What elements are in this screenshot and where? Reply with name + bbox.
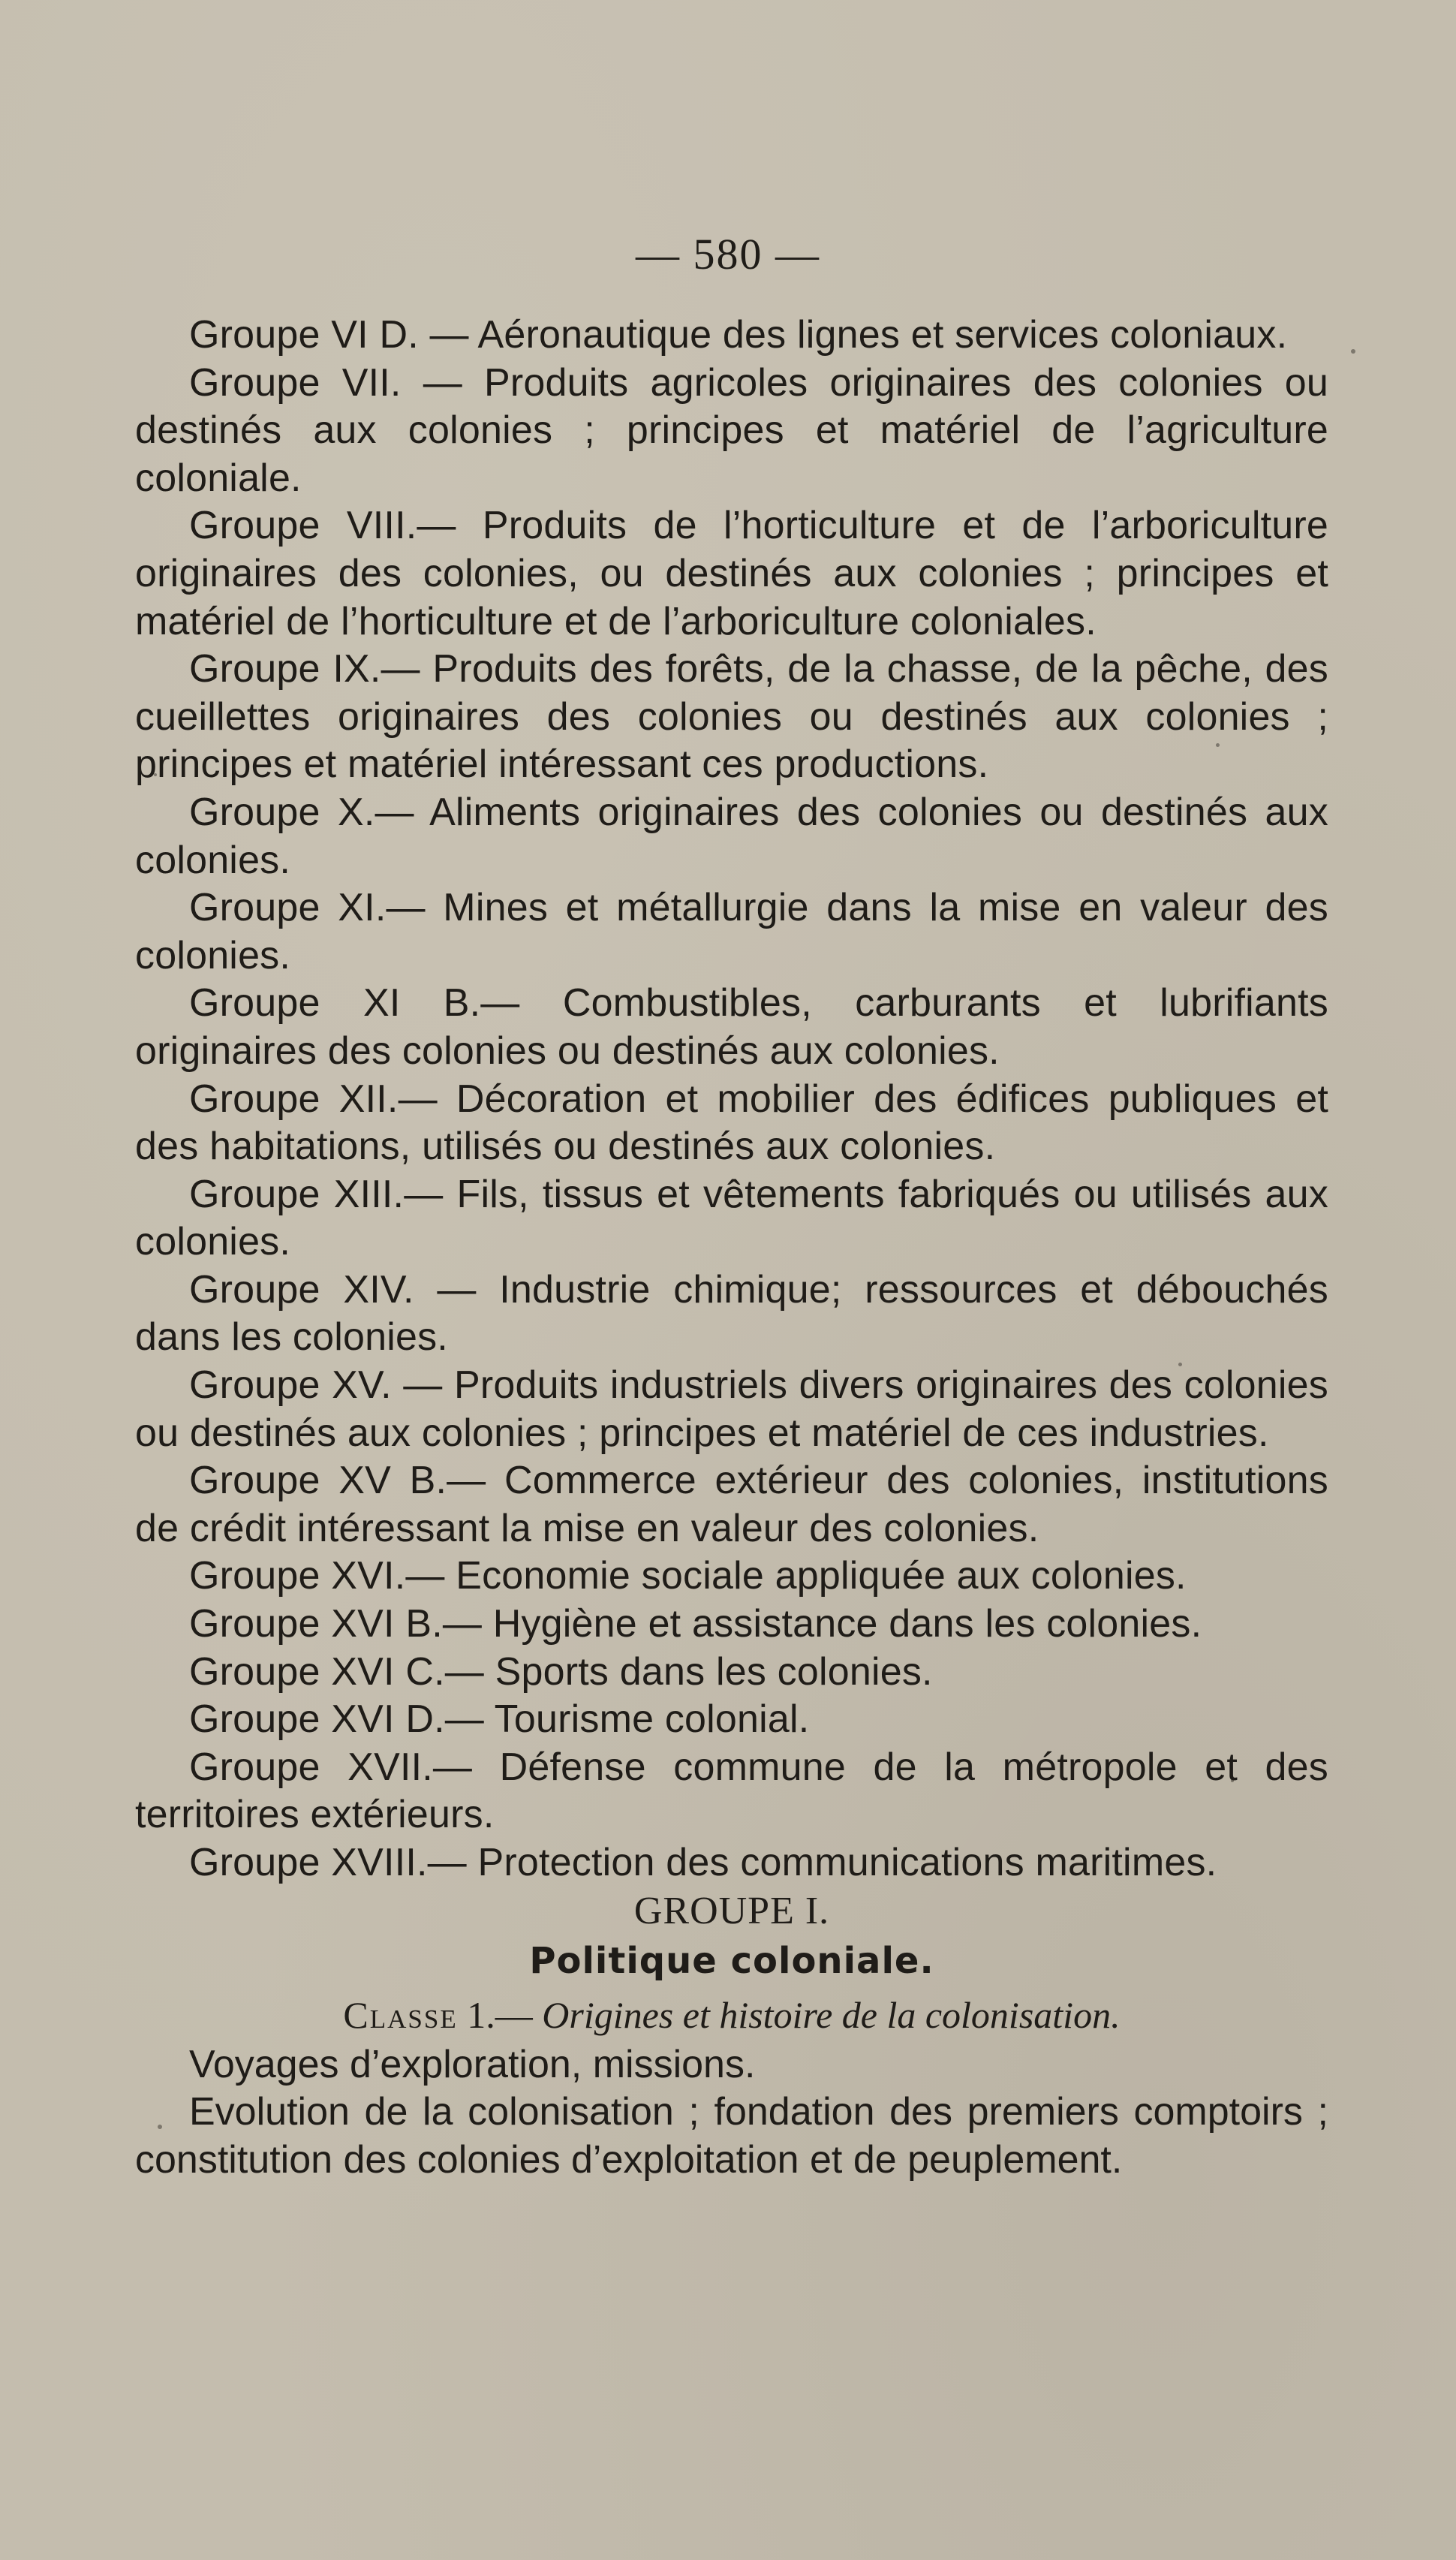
paragraph-voyages: Voyages d’exploration, missions. xyxy=(189,2042,756,2086)
paper-speck xyxy=(1216,743,1220,747)
group-entry-xi: Groupe XI.— Mines et métallurgie dans la mise en valeur des colonies. xyxy=(135,886,1328,977)
paragraph-evolution: Evolution de la colonisation ; fondation des premiers comptoirs ; constitution des colonies d’exploitation et de peuplement. xyxy=(135,2090,1328,2182)
paper-speck xyxy=(1351,349,1355,354)
group-entry-vi-d: Groupe VI D. — Aéronautique des lignes et services coloniaux. xyxy=(189,313,1288,357)
classe-title: Origines et histoire de la colonisation. xyxy=(542,1994,1121,2037)
group-entry-x: Groupe X.— Aliments originaires des colonies ou destinés aux colonies. xyxy=(135,790,1328,882)
section-group-heading: GROUPE I. xyxy=(633,1889,830,1932)
group-entry-xviii: Groupe XVIII.— Protection des communications maritimes. xyxy=(189,1841,1217,1884)
page-number: — 580 — xyxy=(636,230,820,279)
group-entry-ix: Groupe IX.— Produits des forêts, de la chasse, de la pêche, des cueillettes originaires des colonies ou destinés aux colonies ; principes et matériel intéressant ces productions. xyxy=(135,647,1328,787)
group-entry-xvi-c: Groupe XVI C.— Sports dans les colonies. xyxy=(189,1649,933,1694)
group-entry-xvi-b: Groupe XVI B.— Hygiène et assistance dans les colonies. xyxy=(189,1602,1202,1646)
group-entry-viii: Groupe VIII.— Produits de l’horticulture et de l’arboriculture originaires des colonies, ou destinés aux colonies ; principes et matériel de l’horticulture et de l’arboriculture coloniales. xyxy=(135,504,1328,643)
group-entry-xvi: Groupe XVI.— Economie sociale appliquée aux colonies. xyxy=(189,1554,1187,1598)
group-entry-vii: Groupe VII. — Produits agricoles originaires des colonies ou destinés aux colonies ; principes et matériel de l’agriculture coloniale. xyxy=(135,360,1328,500)
section-group-title: Politique coloniale. xyxy=(529,1940,934,1983)
group-entry-xv: Groupe XV. — Produits industriels divers originaires des colonies ou destinés aux colonies ; principes et matériel de ces industries. xyxy=(135,1363,1328,1455)
paper-speck xyxy=(1231,1779,1234,1782)
group-entry-xii: Groupe XII.— Décoration et mobilier des édifices publiques et des habitations, utilisés ou destinés aux colonies. xyxy=(135,1077,1328,1169)
group-entry-xiii: Groupe XIII.— Fils, tissus et vêtements fabriqués ou utilisés aux colonies. xyxy=(135,1172,1328,1264)
group-entry-xv-b: Groupe XV B.— Commerce extérieur des colonies, institutions de crédit intéressant la mise en valeur des colonies. xyxy=(135,1459,1328,1550)
classe-label: Classe xyxy=(343,1994,458,2037)
paper-speck xyxy=(158,2125,162,2129)
paper-speck xyxy=(1178,1363,1182,1366)
group-entry-xvi-d: Groupe XVI D.— Tourisme colonial. xyxy=(189,1697,810,1742)
group-entry-xi-b: Groupe XI B.— Combustibles, carburants et lubrifiants originaires des colonies ou destinés aux colonies. xyxy=(135,981,1328,1073)
classe-number: 1.— xyxy=(467,1994,533,2037)
paper-speck xyxy=(154,773,157,776)
classe-heading xyxy=(135,1992,1328,2040)
group-entry-xvii: Groupe XVII.— Défense commune de la métropole et des territoires extérieurs. xyxy=(135,1745,1328,1837)
group-list xyxy=(135,312,1328,2185)
group-entry-xiv: Groupe XIV. — Industrie chimique; ressources et débouchés dans les colonies. xyxy=(135,1267,1328,1360)
